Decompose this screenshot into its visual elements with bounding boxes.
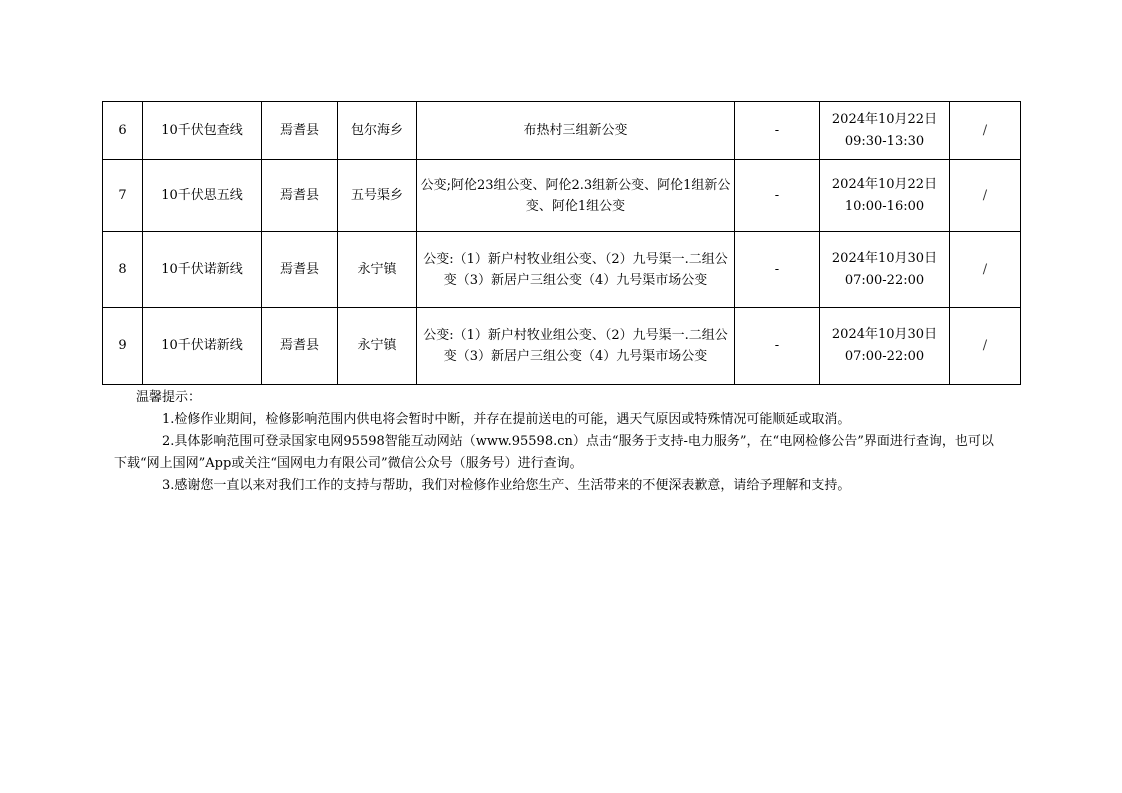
township: 包尔海乡 [338, 102, 417, 160]
outage-time [820, 160, 950, 232]
table-row [103, 232, 1021, 308]
affected-scope: 公变:（1）新户村牧业组公变、（2）九号渠一.二组公变（3）新居户三组公变（4）九号渠市场公变 [417, 232, 735, 308]
affected-user: - [735, 232, 820, 308]
outage-time [820, 232, 950, 308]
county: 焉耆县 [262, 160, 338, 232]
affected-user: - [735, 102, 820, 160]
township: 五号渠乡 [338, 160, 417, 232]
note: / [950, 102, 1021, 160]
line-name: 10千伏诺新线 [143, 232, 262, 308]
table-row [103, 308, 1021, 385]
outage-hours: 07:00-22:00 [844, 272, 925, 288]
row-index: 6 [103, 102, 143, 160]
affected-user: - [735, 160, 820, 232]
tips-section [114, 387, 994, 497]
county: 焉耆县 [262, 232, 338, 308]
outage-hours: 07:00-22:00 [844, 349, 925, 364]
township: 永宁镇 [338, 232, 417, 308]
county: 焉耆县 [262, 102, 338, 160]
row-index: 9 [103, 308, 143, 385]
outage-hours: 10:00-16:00 [844, 198, 925, 214]
township: 永宁镇 [338, 308, 417, 385]
outage-time [820, 102, 950, 160]
note: / [950, 160, 1021, 232]
tip-item: 2.具体影响范围可登录国家电网95598智能互动网站（www.95598.cn）点击“服务于支持-电力服务”，在“电网检修公告”界面进行查询，也可以下载“网上国网”App或关注“国网电力有限公司”微信公众号（服务号）进行查询。 [114, 434, 994, 471]
tips-title: 温馨提示： [136, 390, 202, 405]
table-row [103, 160, 1021, 232]
note: / [950, 232, 1021, 308]
outage-date: 2024年10月22日 [831, 176, 938, 192]
outage-schedule-table [102, 101, 1021, 385]
outage-time [820, 308, 950, 385]
line-name: 10千伏诺新线 [143, 308, 262, 385]
row-index: 8 [103, 232, 143, 308]
outage-hours: 09:30-13:30 [844, 133, 925, 149]
line-name: 10千伏包查线 [143, 102, 262, 160]
affected-user: - [735, 308, 820, 385]
tip-item: 3.感谢您一直以来对我们工作的支持与帮助，我们对检修作业给您生产、生活带来的不便深表歉意，请给予理解和支持。 [162, 478, 851, 493]
outage-date: 2024年10月22日 [831, 111, 938, 127]
line-name: 10千伏思五线 [143, 160, 262, 232]
affected-scope: 布热村三组新公变 [417, 102, 735, 160]
outage-date: 2024年10月30日 [831, 327, 938, 342]
outage-date: 2024年10月30日 [831, 250, 938, 266]
tip-item: 1.检修作业期间，检修影响范围内供电将会暂时中断，并存在提前送电的可能，遇天气原因或特殊情况可能顺延或取消。 [162, 412, 851, 427]
table-row [103, 102, 1021, 160]
affected-scope: 公变:（1）新户村牧业组公变、（2）九号渠一.二组公变（3）新居户三组公变（4）九号渠市场公变 [417, 308, 735, 385]
note: / [950, 308, 1021, 385]
row-index: 7 [103, 160, 143, 232]
affected-scope: 公变;阿伦23组公变、阿伦2.3组新公变、阿伦1组新公变、阿伦1组公变 [417, 160, 735, 232]
county: 焉耆县 [262, 308, 338, 385]
